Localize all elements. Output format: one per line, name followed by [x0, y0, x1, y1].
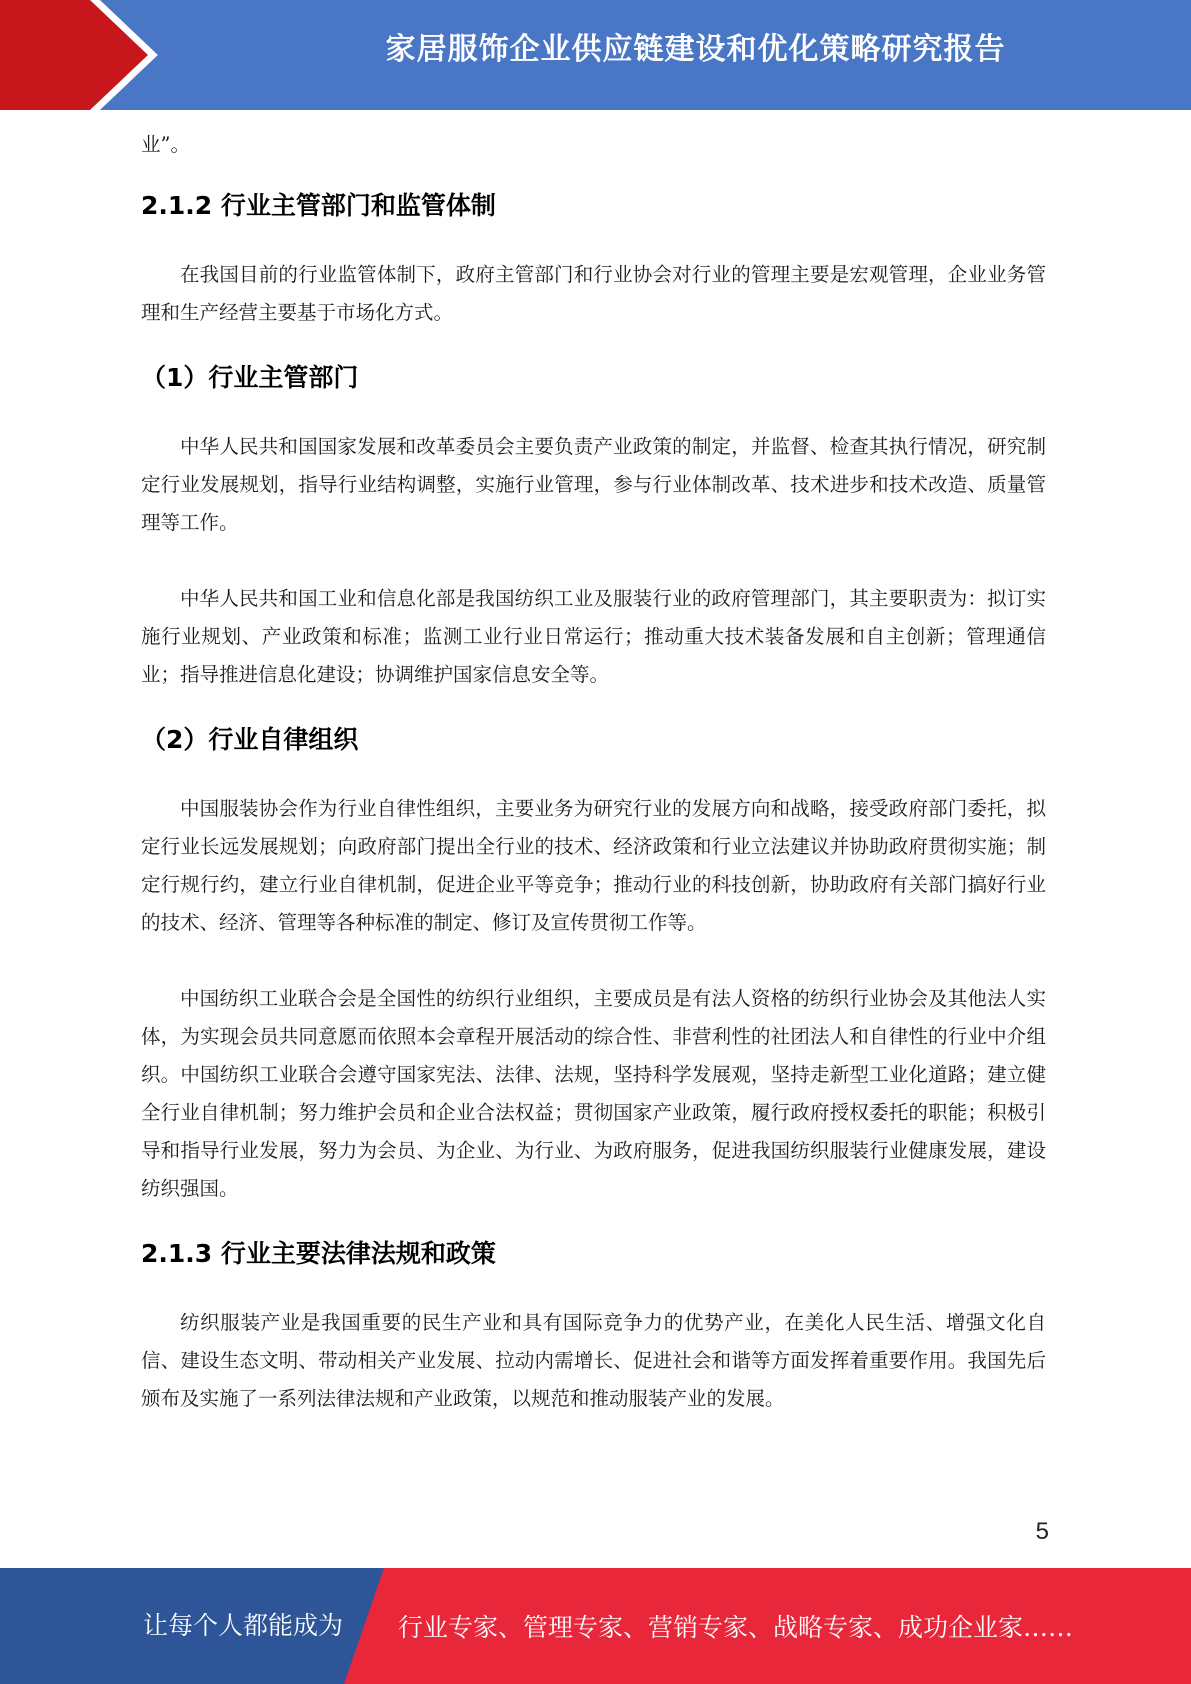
footer-slogan-left: 让每个人都能成为	[143, 1611, 344, 1640]
page-header	[0, 0, 1191, 110]
page-footer	[0, 1568, 1191, 1684]
header-chevron-decoration	[0, 0, 200, 110]
paragraph: 纺织服装产业是我国重要的民生产业和具有国际竞争力的优势产业，在美化人民生活、增强文化自信、建设生态文明、带动相关产业发展、拉动内需增长、促进社会和谐等方面发挥着重要作用。我国先后颁布及实施了一系列法律法规和产业政策，以规范和推动服装产业的发展。	[141, 1311, 1046, 1410]
paragraph: 在我国目前的行业监管体制下，政府主管部门和行业协会对行业的管理主要是宏观管理，企业业务管理和生产经营主要基于市场化方式。	[141, 263, 1046, 324]
paragraph: 中华人民共和国国家发展和改革委员会主要负责产业政策的制定，并监督、检查其执行情况，研究制定行业发展规划，指导行业结构调整，实施行业管理，参与行业体制改革、技术进步和技术改造、质量管理等工作。	[141, 435, 1046, 534]
page-content	[141, 126, 1046, 1418]
carryover-text: 业”。	[141, 133, 190, 156]
page-number: 5	[1035, 1518, 1049, 1545]
report-title: 家居服饰企业供应链建设和优化策略研究报告	[385, 32, 1006, 67]
subsection-heading-2: （2）行业自律组织	[141, 725, 359, 754]
paragraph: 中国纺织工业联合会是全国性的纺织行业组织，主要成员是有法人资格的纺织行业协会及其他法人实体，为实现会员共同意愿而依照本会章程开展活动的综合性、非营利性的社团法人和自律性的行业中介组织。中国纺织工业联合会遵守国家宪法、法律、法规，坚持科学发展观，坚持走新型工业化道路；建立健全行业自律机制；努力维护会员和企业合法权益；贯彻国家产业政策，履行政府授权委托的职能；积极引导和指导行业发展，努力为会员、为企业、为行业、为政府服务，促进我国纺织服装行业健康发展，建设纺织强国。	[141, 987, 1046, 1200]
paragraph: 中华人民共和国工业和信息化部是我国纺织工业及服装行业的政府管理部门，其主要职责为：拟订实施行业规划、产业政策和标准；监测工业行业日常运行；推动重大技术装备发展和自主创新；管理通信业；指导推进信息化建设；协调维护国家信息安全等。	[141, 587, 1046, 686]
subsection-heading-1: （1）行业主管部门	[141, 363, 359, 392]
paragraph: 中国服装协会作为行业自律性组织，主要业务为研究行业的发展方向和战略，接受政府部门委托，拟定行业长远发展规划；向政府部门提出全行业的技术、经济政策和行业立法建议并协助政府贯彻实施；制定行规行约，建立行业自律机制，促进企业平等竞争；推动行业的科技创新，协助政府有关部门搞好行业的技术、经济、管理等各种标准的制定、修订及宣传贯彻工作等。	[141, 797, 1046, 934]
section-heading-2-1-2: 2.1.2 行业主管部门和监管体制	[141, 191, 496, 220]
section-heading-2-1-3: 2.1.3 行业主要法律法规和政策	[141, 1239, 496, 1268]
footer-slogan-right: 行业专家、管理专家、营销专家、战略专家、成功企业家……	[398, 1613, 1074, 1642]
